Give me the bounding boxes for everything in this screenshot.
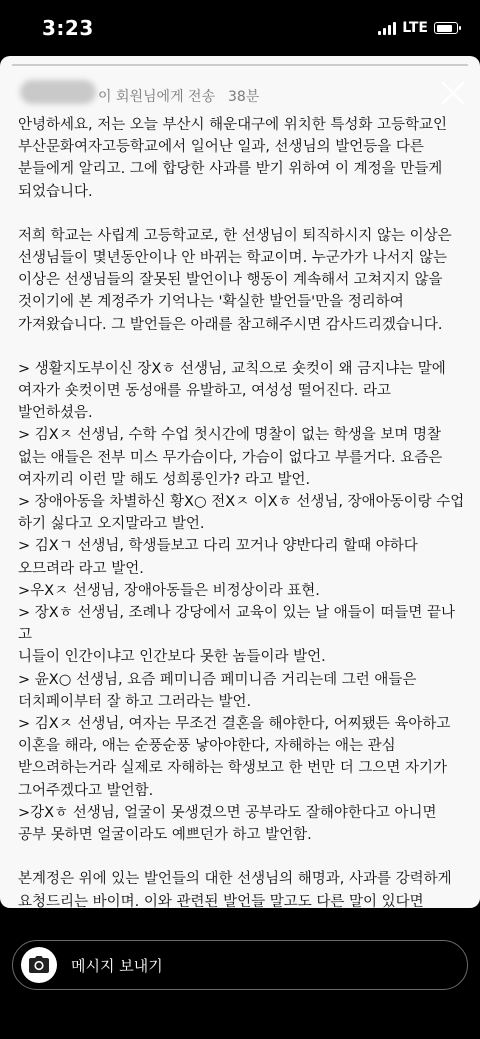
quote-item: >우Xㅈ 선생님, 장애아동들은 비정상이라 표현.: [18, 582, 320, 599]
message-input[interactable]: [12, 940, 468, 990]
battery-icon: [434, 22, 458, 34]
story-sender: 이 회원님에게 전송: [98, 89, 216, 105]
close-icon: [438, 78, 468, 108]
bottom-bar: [0, 908, 480, 1039]
status-bar: [0, 0, 480, 56]
story-progress-bar: [12, 64, 468, 66]
quote-item: > 윤X○ 선생님, 요즘 페미니즘 페미니즘 거리는데 그런 애들은 더치페이부터 잘 하고 그러라는 발언.: [18, 671, 417, 710]
quote-item: > 김Xㄱ 선생님, 학생들보고 다리 꼬거나 양반다리 할때 야하다 오므려라 라고 발언.: [18, 538, 418, 577]
quote-item: > 장애아동을 차별하신 황X○ 전Xㅈ 이Xㅎ 선생님, 장애아동이랑 수업 하기 싫다고 오지말라고 발언.: [18, 494, 465, 533]
close-button[interactable]: [438, 78, 468, 108]
camera-button[interactable]: [21, 947, 57, 983]
request-paragraph: 본계정은 위에 있는 발언들의 대한 선생님의 해명과, 사과를 강력하게 요청드리는 바이며. 이와 관련된 발언들 말고도 다른 말이 있다면: [18, 871, 452, 908]
camera-icon: [28, 955, 50, 975]
quote-item: > 김Xㅈ 선생님, 여자는 무조건 결혼을 해야한다, 어찌됐든 육아하고 이혼을 해라, 애는 순풍순풍 낳아야한다, 자해하는 애는 관심 받으려하는거라 실제로 자해하는 학생보고 한 번만 더 그으면 자기가 그어주겠다고 발언함.: [18, 716, 451, 799]
network-label: LTE: [402, 20, 428, 36]
status-icons: [378, 20, 458, 36]
story-card: [0, 56, 480, 908]
quote-item: >강Xㅎ 선생님, 얼굴이 못생겼으면 공부라도 잘해야한다고 아니면 공부 못하면 얼굴이라도 예쁘던가 하고 발언함.: [18, 804, 437, 844]
quote-item: > 장Xㅎ 선생님, 조례나 강당에서 교육이 있는 날 애들이 떠들면 끝나고 니들이 인간이냐고 인간보다 못한 놈들이라 발언.: [18, 605, 455, 666]
quote-list: [18, 358, 468, 846]
message-placeholder: 메시지 보내기: [71, 957, 163, 975]
story-progress-fill: [12, 64, 468, 66]
story-time-ago: 38분: [228, 89, 260, 105]
school-paragraph: 저희 학교는 사립계 고등학교로, 한 선생님이 퇴직하시지 않는 이상은 선생님들이 몇년동안이나 안 바뀌는 학교이며. 누군가가 나서지 않는 이상은 선생님들의 잘못된 발언이나 행동이 계속해서 고쳐지지 않을 것이기에 본 계정주가 기억나는 '확실한 발언들'만을 정리하여 가져왔습니다. 그 발언들은 아래를 참고해주시면 감사드리겠습니다.: [18, 227, 452, 333]
quote-item: > 김Xㅈ 선생님, 수학 수업 첫시간에 명찰이 없는 학생을 보며 명찰 없는 애들은 전부 미스 무가슴이다, 가슴이 없다고 부를거다. 요즘은 여자끼리 이런 말 해도 성희롱인가? 라고 발언.: [18, 427, 443, 488]
story-text: [18, 114, 468, 908]
status-time: 3:23: [42, 16, 94, 40]
signal-icon: [378, 21, 396, 35]
story-header: [0, 74, 480, 114]
quote-item: > 생활지도부이신 장Xㅎ 선생님, 교칙으로 숏컷이 왜 금지냐는 말에 여자가 숏컷이면 동성애를 유발하고, 여성성 떨어진다. 라고 발언하셨음.: [18, 360, 446, 422]
intro-paragraph: 안녕하세요, 저는 오늘 부산시 해운대구에 위치한 특성화 고등학교인 부산문화여자고등학교에서 일어난 일과, 선생님의 발언등을 다른 분들에게 알리고. 그에 합당한 사과를 받기 위하여 이 계정을 만들게 되었습니다.: [18, 117, 448, 200]
redacted-username: [20, 80, 96, 104]
